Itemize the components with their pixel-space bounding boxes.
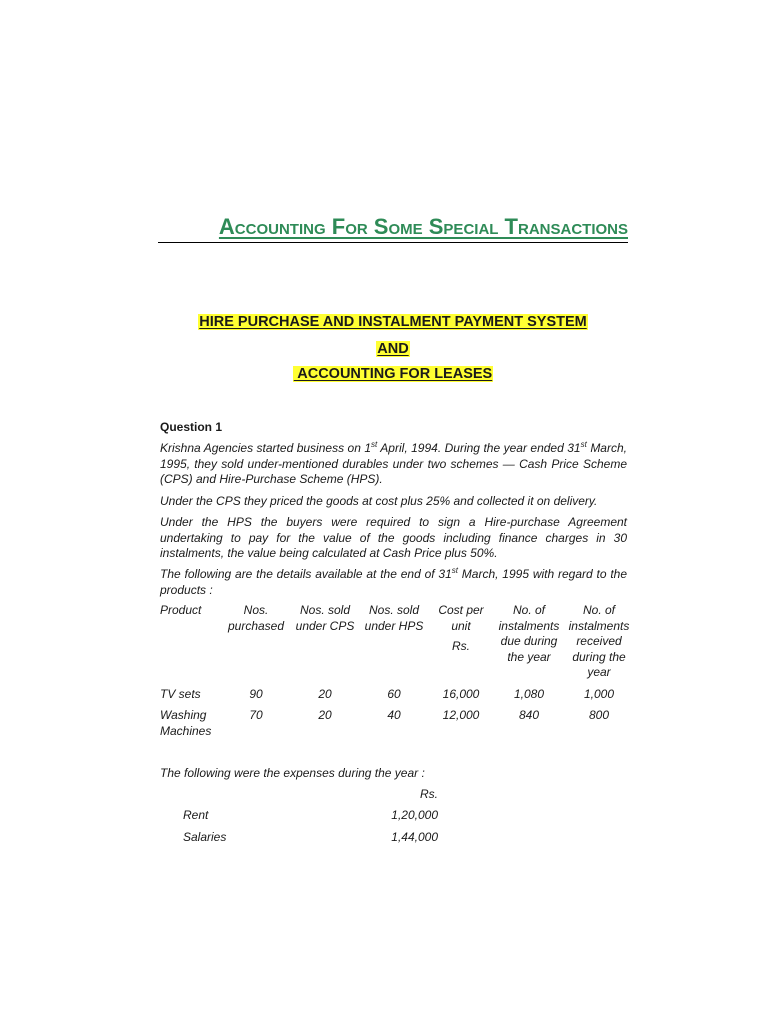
question-paragraph-1 [160,441,627,488]
table-row [160,687,630,707]
header-cost [428,603,494,655]
expense-amount: 1,44,000 [391,830,438,844]
header-instalments-received: No. of instalments received during the year [568,603,630,679]
header-sold-cps: Nos. sold under CPS [295,603,355,633]
cell-cost: 12,000 [442,708,480,722]
cell-purchased: 90 [249,687,263,701]
header-instalments-due: No. of instalments due during the year [498,603,560,664]
cell-purchased: 70 [249,708,263,722]
expense-label: Rent [183,808,209,822]
header-sold-hps: Nos. sold under HPS [364,603,424,633]
header-cost-label: Cost per unit [438,603,484,633]
cell-sold-hps: 60 [387,687,401,701]
section-heading-text-3: ACCOUNTING FOR LEASES [293,366,493,382]
header-cost-unit: Rs. [452,639,470,653]
cell-product: Washing Machines [160,708,212,738]
para1-text-a: Krishna Agencies started business on 1 [160,441,372,455]
para1-text-c: March, 1995, they sold under-mentioned durables under two schemes — Cash Price Scheme (CPS) and Hire-Purchase Scheme (HPS). [160,441,627,486]
cell-sold-cps: 20 [318,708,332,722]
cell-instalments-received: 1,000 [583,687,615,701]
cell-sold-hps: 40 [387,708,401,722]
chapter-title: Accounting For Some Special Transactions [218,214,628,239]
cell-instalments-received: 800 [588,708,610,722]
title-divider [158,242,628,243]
section-heading-line-3 [0,366,768,382]
question-label: Question 1 [160,420,223,434]
question-paragraph-4 [160,567,627,598]
expenses-intro: The following were the expenses during the year : [160,766,425,780]
section-heading-text-1: HIRE PURCHASE AND INSTALMENT PAYMENT SYSTEM [199,314,587,330]
para1-sup-1: st [371,440,378,449]
para4-sup: st [451,566,458,575]
cell-instalments-due: 1,080 [513,687,545,701]
cell-product: TV sets [160,687,201,701]
question-paragraph-3: Under the HPS the buyers were required to sign a Hire-purchase Agreement undertaking to pay for the value of the goods including finance charges in 30 instalments, the value being calculated at Cash Price plus 50%. [160,515,627,560]
expense-amount: 1,20,000 [391,808,438,822]
para4-text-b: March, 1995 with regard to the products : [160,567,628,597]
table-row [160,708,630,740]
section-heading-line-1 [0,314,768,330]
header-purchased: Nos. purchased [227,603,285,633]
expense-row [183,808,438,824]
section-heading-line-2 [0,341,768,357]
para4-text-a: The following are the details available at the end of 31 [160,567,452,581]
cell-instalments-due: 840 [518,708,540,722]
cell-sold-cps: 20 [318,687,332,701]
products-table [160,603,630,738]
header-product: Product [160,603,202,617]
question-paragraph-2: Under the CPS they priced the goods at cost plus 25% and collected it on delivery. [160,494,598,508]
expenses-currency-header: Rs. [420,787,438,801]
cell-cost: 16,000 [442,687,480,701]
table-header-row [160,603,630,685]
para1-text-b: April, 1994. During the year ended 31 [377,441,581,455]
para1-sup-2: st [580,440,587,449]
expense-row [183,830,438,846]
section-heading-text-2: AND [377,341,409,357]
expense-label: Salaries [183,830,227,844]
